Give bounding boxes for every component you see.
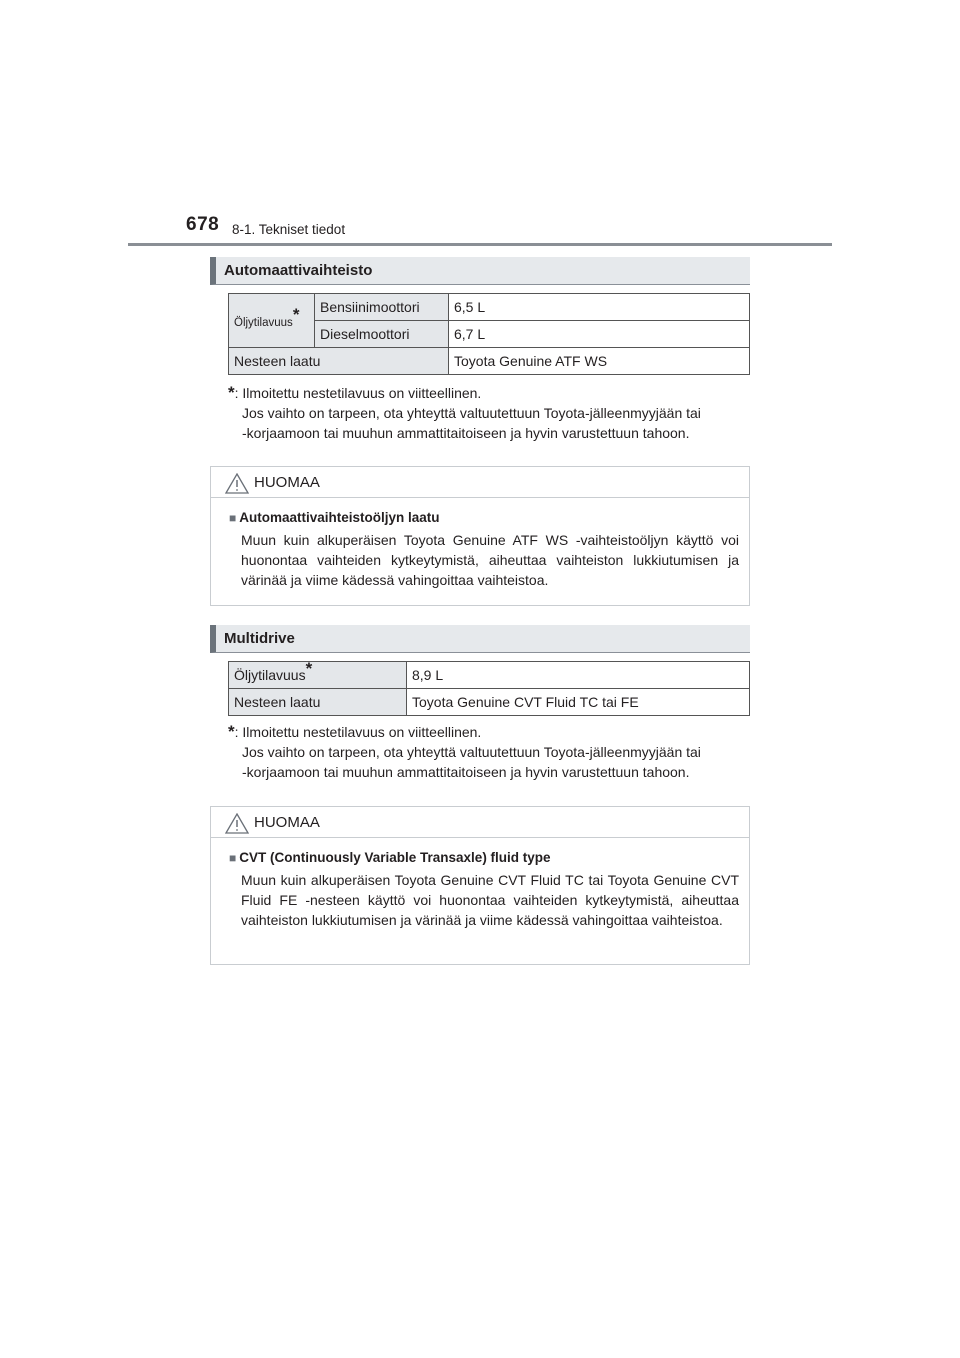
notice-header bbox=[211, 807, 749, 838]
automatic-spec-table bbox=[228, 293, 750, 375]
notice-title: HUOMAA bbox=[254, 814, 320, 831]
capacity-label: Öljytilavuus bbox=[234, 667, 306, 683]
capacity-label-cell bbox=[229, 659, 407, 689]
footnote-asterisk: * bbox=[305, 659, 313, 678]
footnote-line: -korjaamoon tai muuhun ammattitaitoiseen ja hyvin varustettuun tahoon. bbox=[242, 425, 690, 441]
table-row bbox=[229, 294, 750, 321]
notice-text: Muun kuin alkuperäisen Toyota Genuine ATF WS -vaihteistoöljyn käyttö voi huonontaa vaihteiden kytkeytymistä, aiheuttaa vaihteiston lukkiutumisen ja värinää ja viime kädessä vahingoittaa vaihteistoa. bbox=[241, 532, 739, 588]
table-row bbox=[229, 662, 750, 689]
capacity-label: Öljytilavuus bbox=[234, 316, 293, 329]
multidrive-footnote bbox=[228, 722, 750, 782]
footnote-line: : Ilmoitettu nestetilavuus on viitteellinen. bbox=[234, 724, 482, 740]
notice-subheading-text: Automaattivaihteistoöljyn laatu bbox=[239, 510, 440, 525]
notice-text: Muun kuin alkuperäisen Toyota Genuine CVT Fluid TC tai Toyota Genuine CVT Fluid FE -nesteen käyttö voi huonontaa vaihteiden kytkeytymistä, aiheuttaa vaihteiston lukkiutumisen ja värinää ja viime kädessä vahingoittaa vaihteistoa. bbox=[241, 872, 739, 928]
engine-cell: Bensiinimoottori bbox=[315, 294, 449, 321]
quality-label-cell: Nesteen laatu bbox=[229, 348, 449, 375]
notice-body bbox=[211, 498, 749, 604]
square-bullet-icon: ■ bbox=[229, 851, 237, 865]
quality-value-cell: Toyota Genuine ATF WS bbox=[449, 348, 750, 375]
footnote-line: Jos vaihto on tarpeen, ota yhteyttä valtuutettuun Toyota-jälleenmyyjään tai bbox=[242, 744, 701, 760]
value-cell: 8,9 L bbox=[407, 662, 750, 689]
page-number: 678 bbox=[186, 214, 220, 235]
table-row bbox=[229, 689, 750, 716]
section-path: 8-1. Tekniset tiedot bbox=[232, 222, 346, 237]
footnote-line: Jos vaihto on tarpeen, ota yhteyttä valtuutettuun Toyota-jälleenmyyjään tai bbox=[242, 405, 701, 421]
notice-header bbox=[211, 467, 749, 498]
automatic-footnote bbox=[228, 383, 750, 443]
quality-label-cell: Nesteen laatu bbox=[229, 689, 407, 716]
value-cell: 6,5 L bbox=[449, 294, 750, 321]
footnote-asterisk: * bbox=[292, 304, 300, 324]
notice-subheading bbox=[229, 850, 739, 865]
table-row bbox=[229, 348, 750, 375]
multidrive-notice-box bbox=[210, 806, 750, 965]
footnote-line: -korjaamoon tai muuhun ammattitaitoiseen ja hyvin varustettuun tahoon. bbox=[242, 764, 690, 780]
multidrive-spec-table bbox=[228, 661, 750, 716]
quality-value-cell: Toyota Genuine CVT Fluid TC tai FE bbox=[407, 689, 750, 716]
notice-body bbox=[211, 838, 749, 944]
capacity-label-cell bbox=[229, 294, 315, 348]
square-bullet-icon: ■ bbox=[229, 511, 237, 525]
value-cell: 6,7 L bbox=[449, 321, 750, 348]
header-divider bbox=[128, 243, 832, 246]
warning-triangle-icon bbox=[225, 473, 249, 499]
footnote-asterisk: * bbox=[228, 722, 235, 741]
multidrive-section-heading: Multidrive bbox=[210, 625, 750, 653]
footnote-asterisk: * bbox=[228, 383, 235, 402]
automatic-section-heading: Automaattivaihteisto bbox=[210, 257, 750, 285]
automatic-notice-box bbox=[210, 466, 750, 606]
notice-subheading-text: CVT (Continuously Variable Transaxle) fluid type bbox=[239, 850, 551, 865]
engine-cell: Dieselmoottori bbox=[315, 321, 449, 348]
notice-subheading bbox=[229, 510, 739, 525]
footnote-line: : Ilmoitettu nestetilavuus on viitteellinen. bbox=[234, 385, 482, 401]
notice-title: HUOMAA bbox=[254, 474, 320, 491]
warning-triangle-icon bbox=[225, 813, 249, 839]
